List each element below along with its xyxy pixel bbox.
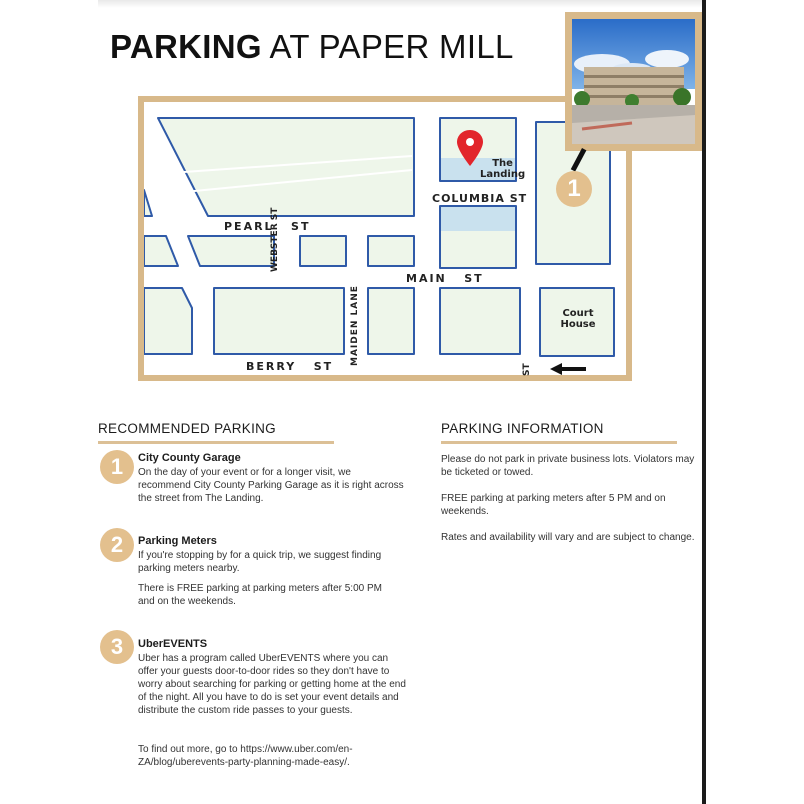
garage-highlight [441,207,515,231]
map-block [368,288,414,354]
map-block [144,288,192,354]
item-badge-1: 1 [100,450,134,484]
street-pearl: PEARL ST [224,220,311,233]
map-block [214,288,344,354]
info-paragraph-rates: Rates and availability will vary and are subject to change. [441,532,695,543]
item-text-uber: Uber has a program called UberEVENTS where you can offer your guests door-to-door rides so they don't have to worry about searching for parking or getting home at the end of the night. All you have to do is set your event details and distribute the custom ride passes to your guests. [138,653,406,716]
title-bold: PARKING [110,28,262,65]
top-shadow [98,0,704,8]
map-block [158,118,414,216]
street-berry: BERRY ST [246,360,334,373]
landing-label [480,158,525,180]
street-map [144,102,626,375]
info-paragraph-lots: Please do not park in private business lots. Violators may be ticketed or towed. [441,454,695,478]
map-block [188,236,274,266]
item-badge-2: 2 [100,528,134,562]
item-title-garage: City County Garage [138,452,241,464]
page-right-border [702,0,706,804]
street-st: ST [522,363,532,376]
title-rest: AT PAPER MILL [261,28,514,65]
map-block [368,236,414,266]
street-webster: WEBSTER ST [270,207,280,272]
map-block [300,236,346,266]
info-paragraph-free: FREE parking at parking meters after 5 PM and on weekends. [441,493,666,517]
building-photo-image [572,19,695,144]
left-arrow-icon [550,363,586,375]
courthouse-label [556,308,600,330]
map-callout-badge: 1 [556,171,592,207]
street-maiden: MAIDEN LANE [350,285,360,366]
map-block [144,190,152,216]
recommended-heading: RECOMMENDED PARKING [98,421,276,436]
map-block [144,236,178,266]
item-text-meters-2: There is FREE parking at parking meters after 5:00 PM and on the weekends. [138,583,382,607]
landing-label-line1: The [492,158,513,169]
item-text-meters: If you're stopping by for a quick trip, we suggest finding parking meters nearby. [138,550,382,574]
courthouse-line2: House [560,319,596,330]
courthouse-line1: Court [562,308,594,319]
street-main: MAIN ST [406,272,484,285]
page-title [110,28,514,66]
item-title-meters: Parking Meters [138,535,217,547]
info-heading: PARKING INFORMATION [441,421,604,436]
building-photo [565,12,702,151]
item-badge-3: 3 [100,630,134,664]
map-frame [138,96,632,381]
item-text-uber-link: To find out more, go to https://www.uber.com/en-ZA/blog/uberevents-party-planning-made-easy/. [138,744,353,768]
recommended-heading-rule [98,441,334,444]
item-text-garage: On the day of your event or for a longer visit, we recommend City County Parking Garage as it is right across the street from The Landing. [138,467,404,504]
info-heading-rule [441,441,677,444]
map-block [440,288,520,354]
landing-label-line2: Landing [480,169,526,180]
street-columbia: COLUMBIA ST [432,192,528,205]
item-title-uber: UberEVENTS [138,638,208,650]
